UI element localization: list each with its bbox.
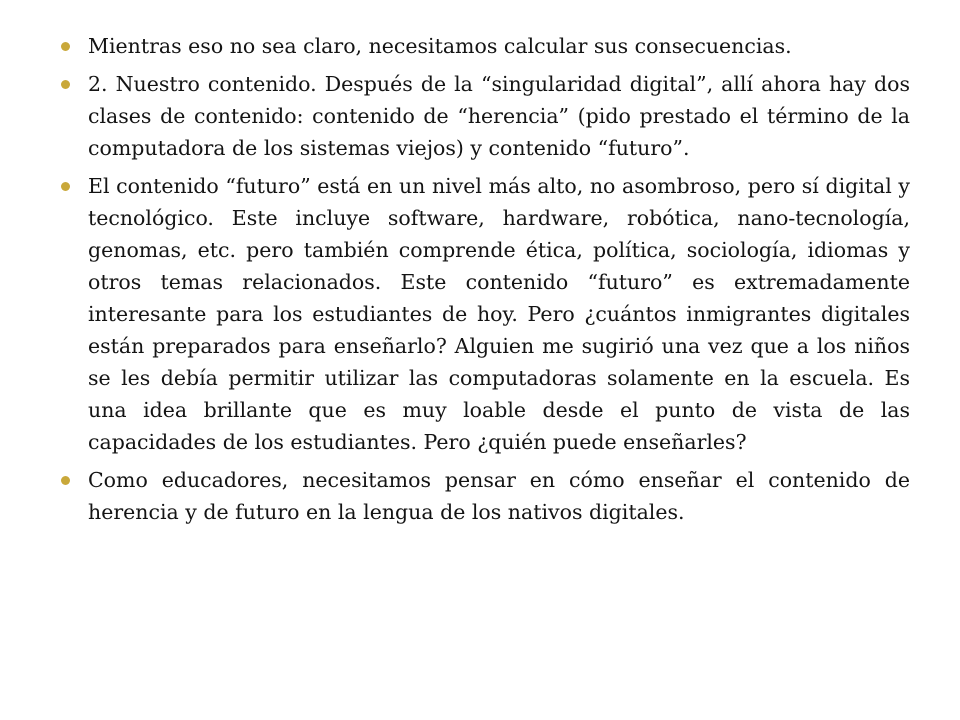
bullet-text: Como educadores, necesitamos pensar en cómo enseñar el contenido de herencia y de futuro en la lengua de los nativos digitales. [88, 468, 910, 524]
bullet-text: Mientras eso no sea claro, necesitamos calcular sus consecuencias. [88, 34, 792, 58]
bullet-item [58, 464, 910, 528]
bullet-item [58, 68, 910, 164]
bullet-dot-icon [61, 80, 70, 89]
bullet-dot-icon [61, 182, 70, 191]
bullet-text: El contenido “futuro” está en un nivel más alto, no asombroso, pero sí digital y tecnológico. Este incluye software, hardware, robótica, nano-tecnología, genomas, etc. pero también comprende ética, política, sociología, idiomas y otros temas relacionados. Este contenido “futuro” es extremadamente interesante para los estudiantes de hoy. Pero ¿cuántos inmigrantes digitales están preparados para enseñarlo? Alguien me sugirió una vez que a los niños se les debía permitir utilizar las computadoras solamente en la escuela. Es una idea brillante que es muy loable desde el punto de vista de las capacidades de los estudiantes. Pero ¿quién puede enseñarles? [88, 174, 910, 454]
bullet-text: 2. Nuestro contenido. Después de la “singularidad digital”, allí ahora hay dos clases de contenido: contenido de “herencia” (pido prestado el término de la computadora de los sistemas viejos) y contenido “futuro”. [88, 72, 910, 160]
bullet-list [58, 30, 910, 534]
bullet-item [58, 170, 910, 458]
bullet-item [58, 30, 910, 62]
bullet-dot-icon [61, 42, 70, 51]
bullet-dot-icon [61, 476, 70, 485]
